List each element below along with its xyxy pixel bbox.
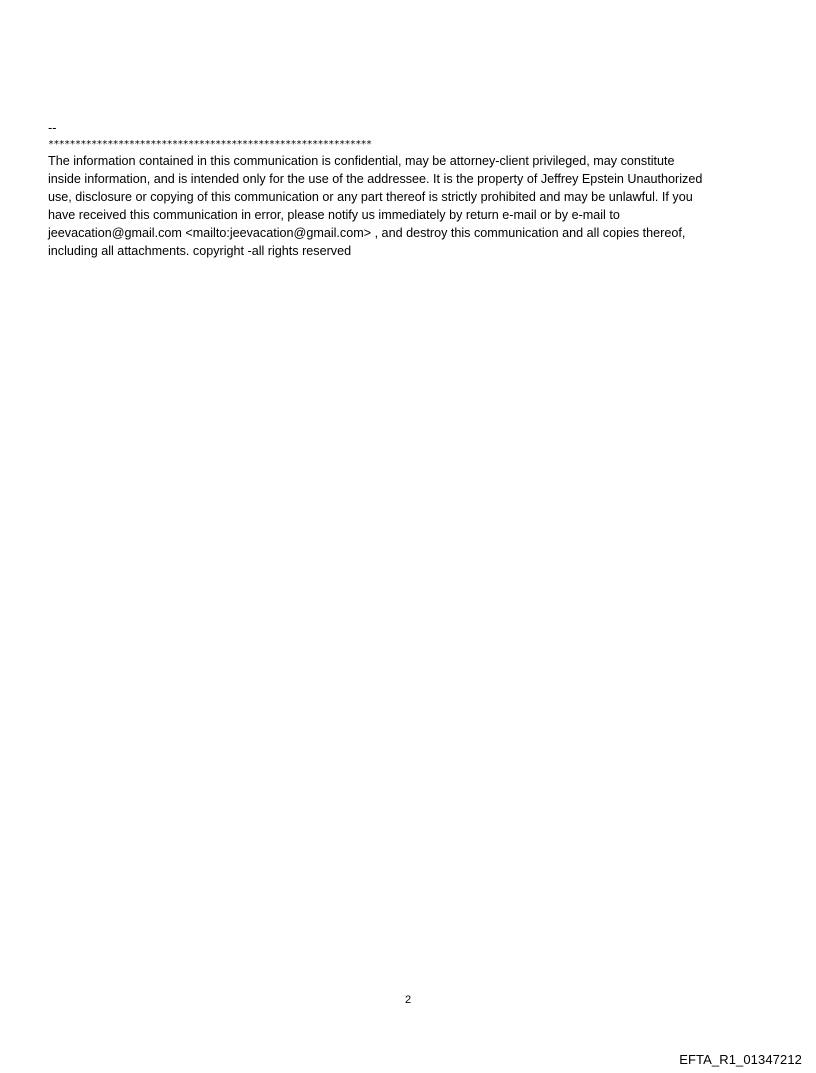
disclaimer-line-4: have received this communication in error, please notify us immediately by return e-mail or by e-mail to	[48, 208, 620, 222]
page-number: 2	[404, 994, 412, 1006]
disclaimer-line-5: jeevacation@gmail.com <mailto:jeevacation@gmail.com> , and destroy this communication and all copies thereof,	[48, 226, 686, 240]
disclaimer-line-2: inside information, and is intended only for the use of the addressee. It is the property of Jeffrey Epstein Unauthorized	[48, 172, 703, 186]
disclaimer-line-1: The information contained in this communication is confidential, may be attorney-client privileged, may constitute	[48, 154, 675, 168]
confidentiality-disclaimer	[48, 152, 778, 260]
document-id-stamp: EFTA_R1_01347212	[679, 1052, 802, 1067]
signature-separator: --	[48, 121, 57, 135]
disclaimer-line-3: use, disclosure or copying of this communication or any part thereof is strictly prohibited and may be unlawful. If you	[48, 190, 693, 204]
asterisk-divider: ************************************************************	[48, 139, 372, 150]
email-footer	[48, 120, 778, 260]
disclaimer-line-6: including all attachments. copyright -all rights reserved	[48, 244, 352, 258]
